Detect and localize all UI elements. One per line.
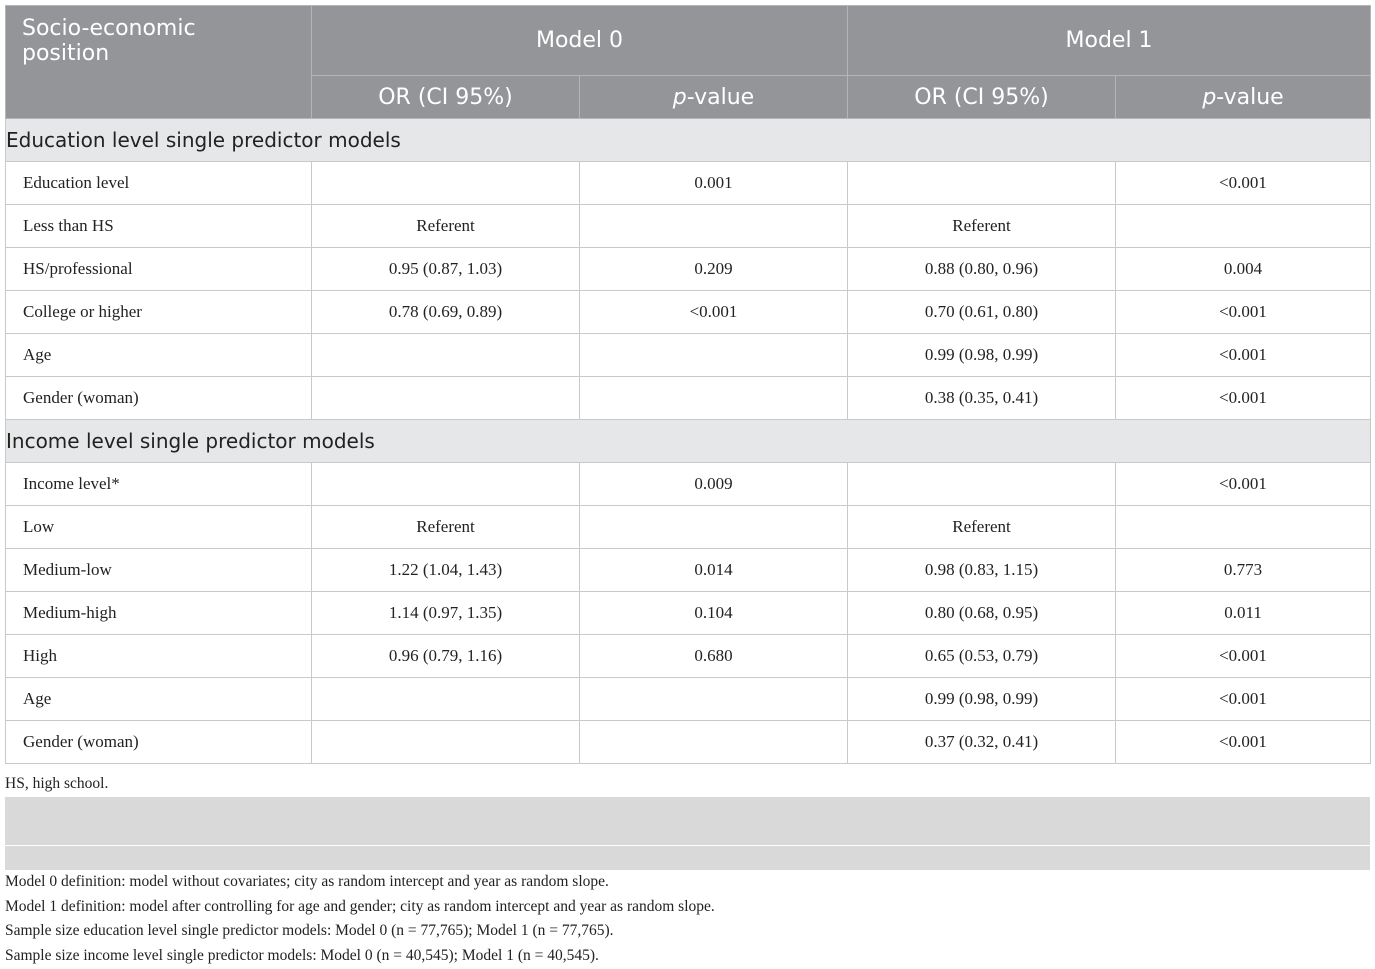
p-value-model1-cell bbox=[1116, 506, 1371, 549]
footnote-line-placeholder bbox=[5, 797, 1370, 821]
header-model-0: Model 0 bbox=[312, 6, 848, 76]
or-ci-model0-cell: Referent bbox=[312, 205, 580, 248]
row-label-cell: Gender (woman) bbox=[6, 721, 312, 764]
p-value-model0-cell: 0.209 bbox=[580, 248, 848, 291]
or-ci-model1-cell: 0.98 (0.83, 1.15) bbox=[848, 549, 1116, 592]
table-footnotes bbox=[5, 772, 1370, 969]
row-label-cell: Medium-low bbox=[6, 549, 312, 592]
section-title: Education level single predictor models bbox=[6, 119, 1371, 162]
row-label-cell: Age bbox=[6, 334, 312, 377]
or-ci-model1-cell bbox=[848, 162, 1116, 205]
p-value-model0-cell bbox=[580, 334, 848, 377]
footnote-sample-size-education: Sample size education level single predictor models: Model 0 (n = 77,765); Model 1 (n = 77,765). bbox=[5, 922, 614, 940]
p-value-model0-cell: <0.001 bbox=[580, 291, 848, 334]
p-value-model0-cell: 0.104 bbox=[580, 592, 848, 635]
p-value-rest: -value bbox=[1216, 84, 1284, 110]
p-value-model1-cell: <0.001 bbox=[1116, 334, 1371, 377]
or-ci-model0-cell: 0.95 (0.87, 1.03) bbox=[312, 248, 580, 291]
or-ci-model0-cell: 1.14 (0.97, 1.35) bbox=[312, 592, 580, 635]
or-ci-model0-cell bbox=[312, 334, 580, 377]
p-italic: p bbox=[1202, 84, 1217, 110]
table-row bbox=[6, 592, 1371, 635]
footnote-model0-definition: Model 0 definition: model without covariates; city as random intercept and year as random slope. bbox=[5, 872, 609, 890]
row-label-cell: Low bbox=[6, 506, 312, 549]
section-header-row bbox=[6, 119, 1371, 162]
or-ci-model1-cell: 0.99 (0.98, 0.99) bbox=[848, 334, 1116, 377]
table-row bbox=[6, 291, 1371, 334]
table-row bbox=[6, 463, 1371, 506]
or-ci-model0-cell: 0.78 (0.69, 0.89) bbox=[312, 291, 580, 334]
or-ci-model1-cell: 0.37 (0.32, 0.41) bbox=[848, 721, 1116, 764]
footnote-model1-definition: Model 1 definition: model after controlling for age and gender; city as random intercept and year as random slope. bbox=[5, 897, 715, 915]
footnote-abbreviation: HS, high school. bbox=[5, 775, 109, 792]
table-row bbox=[6, 549, 1371, 592]
p-value-model1-cell: <0.001 bbox=[1116, 678, 1371, 721]
p-value-model1-cell: 0.004 bbox=[1116, 248, 1371, 291]
table-row bbox=[6, 506, 1371, 549]
header-socio-economic-position-text: Socio-economic position bbox=[22, 16, 196, 66]
or-ci-model0-cell bbox=[312, 678, 580, 721]
table-row bbox=[6, 377, 1371, 420]
row-label-cell: HS/professional bbox=[6, 248, 312, 291]
p-value-model0-cell: 0.009 bbox=[580, 463, 848, 506]
or-ci-model1-cell: 0.99 (0.98, 0.99) bbox=[848, 678, 1116, 721]
header-p-value-model0 bbox=[580, 76, 848, 119]
row-label-cell: Age bbox=[6, 678, 312, 721]
header-row-1 bbox=[6, 6, 1371, 76]
table-row bbox=[6, 205, 1371, 248]
p-value-model0-cell bbox=[580, 678, 848, 721]
table-row bbox=[6, 334, 1371, 377]
p-value-model1-cell: <0.001 bbox=[1116, 291, 1371, 334]
p-value-model0-cell: 0.001 bbox=[580, 162, 848, 205]
or-ci-model1-cell: 0.38 (0.35, 0.41) bbox=[848, 377, 1116, 420]
p-italic: p bbox=[672, 84, 687, 110]
table-row bbox=[6, 162, 1371, 205]
p-value-model0-cell bbox=[580, 205, 848, 248]
footnote-sample-size-income: Sample size income level single predictor models: Model 0 (n = 40,545); Model 1 (n = 40,545). bbox=[5, 947, 599, 964]
header-socio-economic-position bbox=[6, 6, 312, 119]
row-label-cell: Gender (woman) bbox=[6, 377, 312, 420]
p-value-model1-cell: 0.773 bbox=[1116, 549, 1371, 592]
or-ci-model0-cell bbox=[312, 377, 580, 420]
p-value-model0-cell bbox=[580, 721, 848, 764]
p-value-rest: -value bbox=[686, 84, 755, 110]
p-value-model0-cell bbox=[580, 377, 848, 420]
p-value-model1-cell: <0.001 bbox=[1116, 463, 1371, 506]
or-ci-model0-cell: Referent bbox=[312, 506, 580, 549]
p-value-model1-cell: 0.011 bbox=[1116, 592, 1371, 635]
or-ci-model0-cell: 0.96 (0.79, 1.16) bbox=[312, 635, 580, 678]
p-value-model1-cell bbox=[1116, 205, 1371, 248]
or-ci-model1-cell: 0.70 (0.61, 0.80) bbox=[848, 291, 1116, 334]
or-ci-model0-cell bbox=[312, 463, 580, 506]
or-ci-model0-cell bbox=[312, 721, 580, 764]
or-ci-model1-cell bbox=[848, 463, 1116, 506]
section-title: Income level single predictor models bbox=[6, 420, 1371, 463]
table-row bbox=[6, 721, 1371, 764]
p-value-model0-cell: 0.014 bbox=[580, 549, 848, 592]
or-ci-model1-cell: 0.88 (0.80, 0.96) bbox=[848, 248, 1116, 291]
header-model-1: Model 1 bbox=[848, 6, 1371, 76]
footnote-income-definition-placeholder bbox=[5, 797, 1370, 870]
row-label-cell: Less than HS bbox=[6, 205, 312, 248]
footnote-line-placeholder bbox=[5, 821, 1370, 845]
row-label-cell: Income level* bbox=[6, 463, 312, 506]
document bbox=[5, 5, 1370, 969]
table-row bbox=[6, 248, 1371, 291]
table-row bbox=[6, 678, 1371, 721]
header-or-ci-model0: OR (CI 95%) bbox=[312, 76, 580, 119]
p-value-model1-cell: <0.001 bbox=[1116, 721, 1371, 764]
header-or-ci-model1: OR (CI 95%) bbox=[848, 76, 1116, 119]
p-value-model1-cell: <0.001 bbox=[1116, 377, 1371, 420]
header-p-value-model1 bbox=[1116, 76, 1371, 119]
footnote-line-placeholder bbox=[5, 846, 1370, 870]
table-body bbox=[6, 119, 1371, 764]
row-label-cell: College or higher bbox=[6, 291, 312, 334]
row-label-cell: Medium-high bbox=[6, 592, 312, 635]
p-value-model0-cell: 0.680 bbox=[580, 635, 848, 678]
row-label-cell: Education level bbox=[6, 162, 312, 205]
row-label-cell: High bbox=[6, 635, 312, 678]
or-ci-model0-cell bbox=[312, 162, 580, 205]
or-ci-model1-cell: 0.65 (0.53, 0.79) bbox=[848, 635, 1116, 678]
p-value-model1-cell: <0.001 bbox=[1116, 635, 1371, 678]
or-ci-model1-cell: Referent bbox=[848, 205, 1116, 248]
p-value-model0-cell bbox=[580, 506, 848, 549]
or-ci-model1-cell: 0.80 (0.68, 0.95) bbox=[848, 592, 1116, 635]
results-table bbox=[5, 5, 1371, 764]
p-value-model1-cell: <0.001 bbox=[1116, 162, 1371, 205]
or-ci-model1-cell: Referent bbox=[848, 506, 1116, 549]
section-header-row bbox=[6, 420, 1371, 463]
table-row bbox=[6, 635, 1371, 678]
or-ci-model0-cell: 1.22 (1.04, 1.43) bbox=[312, 549, 580, 592]
